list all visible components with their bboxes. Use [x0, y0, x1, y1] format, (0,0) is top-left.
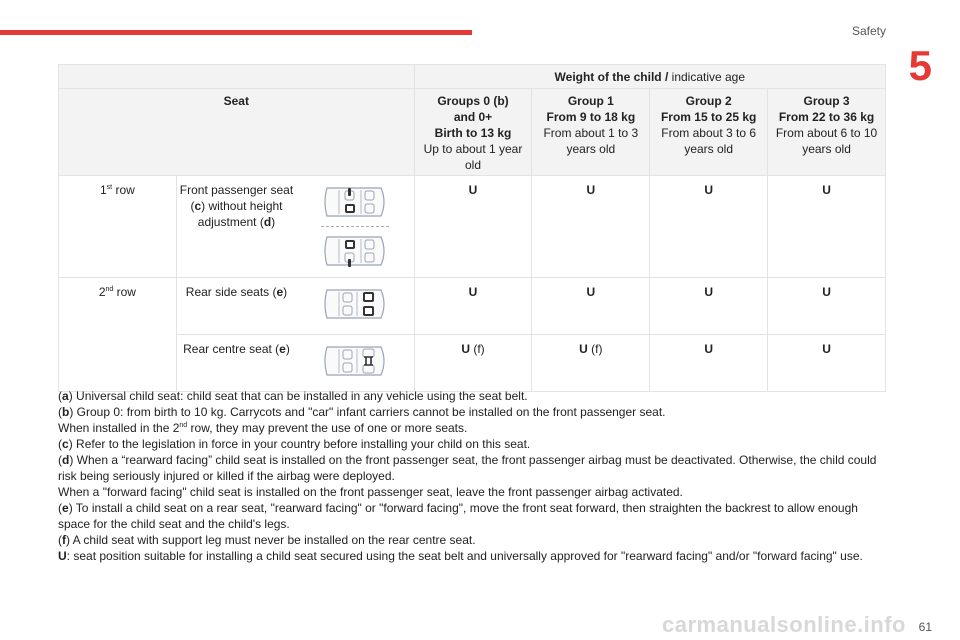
- row-2-label: [59, 278, 177, 392]
- child-seat-table: [58, 64, 886, 392]
- group-1-age: From about 1 to 3 years old: [543, 126, 639, 156]
- rear-side-diagram: [296, 278, 414, 335]
- note-text: row, they may prevent the use of one or more seats.: [187, 421, 468, 435]
- note-key: f: [62, 533, 66, 547]
- note-key: d: [62, 453, 70, 467]
- row-1-group-3-value: U: [768, 176, 886, 278]
- table-row: [59, 176, 886, 278]
- note-key: U: [58, 549, 67, 563]
- group-2-header: [650, 89, 768, 176]
- note-text: A child seat with support leg must never be installed on the rear centre seat.: [70, 533, 476, 547]
- note-ordinal: nd: [179, 422, 188, 429]
- group-2-age: From about 3 to 6 years old: [661, 126, 757, 156]
- front-passenger-seat-label: [176, 176, 296, 278]
- note-c: (c) Refer to the legislation in force in your country before installing your child on this seat.: [58, 437, 531, 451]
- note-text: Universal child seat: child seat that can be installed in any vehicle using the seat belt.: [72, 389, 528, 403]
- car-front-seat-forward-facing-icon: [321, 231, 389, 271]
- note-text: Refer to the legislation in force in your country before installing your child on this seat.: [72, 437, 531, 451]
- seat-text: ): [285, 342, 290, 356]
- seat-text: ): [271, 215, 276, 229]
- seat-header: Seat: [59, 89, 415, 176]
- note-e: (e) To install a child seat on a rear seat, "rearward facing" or "forward facing", move the front seat forward, then straighten the backrest to allow enough space for the child seat and the child's legs.: [58, 501, 858, 531]
- group-0-weight: Birth to 13 kg: [434, 126, 512, 140]
- group-0-age: Up to about 1 year old: [423, 142, 523, 172]
- row-3-group-3-value: U: [768, 335, 886, 392]
- note-text: : seat position suitable for installing a child seat secured using the seat belt and universally approved for "rearward facing" and/or "forward facing" use.: [66, 549, 863, 563]
- group-3-weight: From 22 to 36 kg: [778, 110, 875, 124]
- table-header-row-1: [59, 65, 886, 89]
- value-u: U: [461, 342, 470, 356]
- row-1-word: row: [112, 183, 135, 197]
- group-1-name: Group 1: [567, 94, 614, 108]
- rear-centre-diagram: [296, 335, 414, 392]
- weight-header: [414, 65, 885, 89]
- group-2-weight: From 15 to 25 kg: [660, 110, 757, 124]
- front-seat-diagrams: [296, 176, 414, 278]
- group-3-age: From about 6 to 10 years old: [775, 126, 878, 156]
- row-3-group-1-value: [532, 335, 650, 392]
- car-rear-side-seats-icon: [321, 284, 389, 324]
- row-3-group-0-value: [414, 335, 532, 392]
- weight-header-rest: indicative age: [668, 70, 746, 84]
- note-text: To install a child seat on a rear seat, "rearward facing" or "forward facing", move the front seat forward, then straighten the backrest to allow enough space for the child seat and the child's legs.: [58, 501, 858, 531]
- row-2-group-0-value: U: [414, 278, 532, 335]
- seat-text: ): [283, 285, 288, 299]
- section-title: Safety: [851, 24, 886, 38]
- rear-side-seats-label: [176, 278, 296, 335]
- car-rear-centre-seat-icon: [321, 341, 389, 381]
- note-d-continued: When a "forward facing" child seat is installed on the front passenger seat, leave the front passenger airbag activated.: [58, 485, 683, 499]
- table-header-row-2: [59, 89, 886, 176]
- car-front-seat-rear-facing-icon: [321, 182, 389, 222]
- value-u: U: [579, 342, 588, 356]
- group-0-header: [414, 89, 532, 176]
- group-0-name: Groups 0 (b): [437, 94, 509, 108]
- seat-text: Rear centre seat (: [183, 342, 280, 356]
- weight-header-bold: Weight of the child /: [554, 70, 669, 84]
- row-2-ordinal: nd: [105, 286, 114, 293]
- note-key: a: [62, 389, 69, 403]
- group-3-header: [768, 89, 886, 176]
- diagram-divider: [321, 226, 389, 227]
- row-2-group-3-value: U: [768, 278, 886, 335]
- watermark: carmanualsonline.info: [662, 612, 906, 637]
- row-2-group-2-value: U: [650, 278, 768, 335]
- seat-note-e: e: [279, 342, 286, 356]
- table-row: [59, 335, 886, 392]
- seat-text: Front passenger seat (: [179, 183, 294, 213]
- note-b-continued: [58, 420, 888, 436]
- row-2-number: 2: [98, 285, 106, 299]
- seat-note-e: e: [276, 285, 284, 299]
- group-0-subname: and 0+: [453, 110, 493, 124]
- row-2-word: row: [113, 285, 136, 299]
- chapter-number: 5: [908, 42, 932, 89]
- note-b: (b) Group 0: from birth to 10 kg. Carrycots and "car" infant carriers cannot be installed on the front passenger seat.: [58, 405, 666, 419]
- note-key: c: [62, 437, 69, 451]
- value-note-f: (f): [470, 342, 485, 356]
- group-2-name: Group 2: [685, 94, 732, 108]
- row-1-group-1-value: U: [532, 176, 650, 278]
- table-header-empty: [59, 65, 415, 89]
- note-text: Group 0: from birth to 10 kg. Carrycots and "car" infant carriers cannot be installed on the front passenger seat.: [73, 405, 666, 419]
- row-2-group-1-value: U: [532, 278, 650, 335]
- group-1-header: [532, 89, 650, 176]
- note-key: b: [62, 405, 70, 419]
- row-1-number: 1: [99, 183, 107, 197]
- note-d: (d) When a “rearward facing” child seat is installed on the front passenger seat, the front passenger airbag must be deactivated. Otherwise, the child could risk being seriously injured or killed if the airbag were deployed.: [58, 453, 877, 483]
- table-row: [59, 278, 886, 335]
- seat-note-d: d: [263, 215, 272, 229]
- row-3-group-2-value: U: [650, 335, 768, 392]
- footnotes: [58, 388, 888, 564]
- note-key: e: [62, 501, 69, 515]
- note-text: When a “rearward facing” child seat is installed on the front passenger seat, the front passenger airbag must be deactivated. Otherwise, the child could risk being seriously injured or killed if the airbag were deployed.: [58, 453, 877, 483]
- row-1-group-2-value: U: [650, 176, 768, 278]
- note-u: [58, 548, 888, 564]
- note-a: (a) Universal child seat: child seat that can be installed in any vehicle using the seat belt.: [58, 389, 528, 403]
- header-accent-bar: [0, 30, 472, 35]
- note-text: When installed in the 2: [58, 421, 180, 435]
- seat-text: ) without height adjustment (: [197, 199, 283, 229]
- row-1-label: [59, 176, 177, 278]
- row-1-group-0-value: U: [414, 176, 532, 278]
- value-note-f: (f): [587, 342, 603, 356]
- group-3-name: Group 3: [803, 94, 850, 108]
- page-number: 61: [918, 620, 932, 634]
- note-f: (f) A child seat with support leg must never be installed on the rear centre seat.: [58, 533, 476, 547]
- group-1-weight: From 9 to 18 kg: [546, 110, 636, 124]
- row-1-ordinal: st: [106, 184, 113, 191]
- seat-note-c: c: [194, 199, 202, 213]
- rear-centre-seat-label: [176, 335, 296, 392]
- seat-text: Rear side seats (: [185, 285, 277, 299]
